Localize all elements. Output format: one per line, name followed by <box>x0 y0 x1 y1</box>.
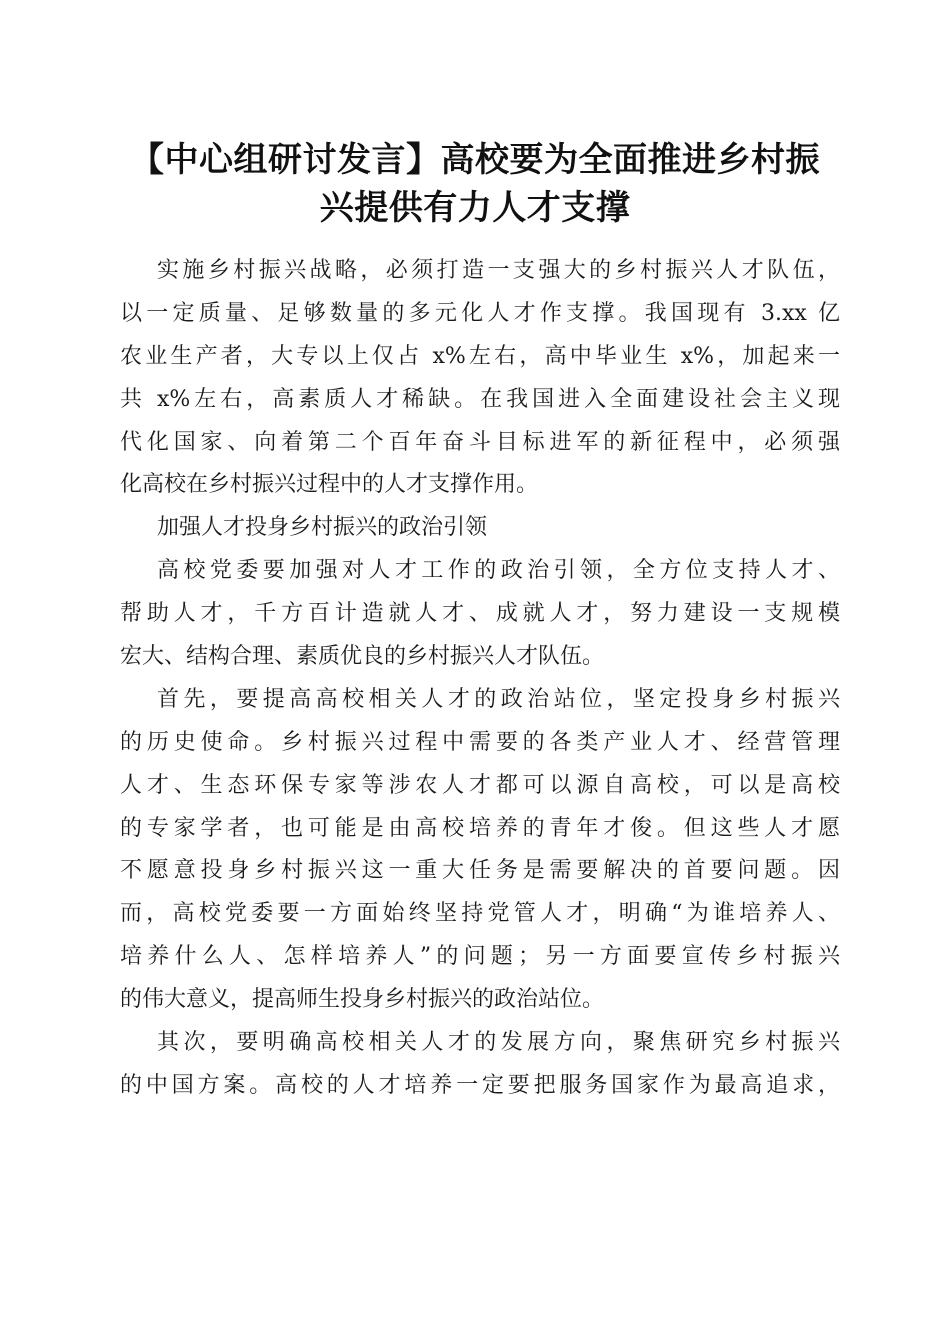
text-line: 其次，要明确高校相关人才的发展方向，聚焦研究乡村振兴 <box>157 1030 840 1056</box>
text-line: 实施乡村振兴战略，必须打造一支强大的乡村振兴人才队伍， <box>157 258 840 283</box>
title-line: 【中心组研讨发言】高校要为全面推进乡村振 <box>130 140 820 180</box>
text-line: 农业生产者，大专以上仅占 x%左右，高中毕业生 x%，加起来一 <box>120 343 840 369</box>
document-body <box>120 250 840 1108</box>
text-line: 不愿意投身乡村振兴这一重大任务是需要解决的首要问题。因 <box>120 858 840 884</box>
paragraph <box>120 250 840 507</box>
title-line: 兴提供有力人才支撑 <box>319 188 631 228</box>
section-heading <box>120 507 840 550</box>
paragraph <box>120 679 840 1022</box>
text-line: 培养什么人、怎样培养人”的问题；另一方面要宣传乡村振兴 <box>120 944 840 970</box>
text-line: 宏大、结构合理、素质优良的乡村振兴人才队伍。 <box>120 644 605 670</box>
text-line: 代化国家、向着第二个百年奋斗目标进军的新征程中，必须强 <box>120 429 840 455</box>
text-line: 化高校在乡村振兴过程中的人才支撑作用。 <box>120 472 539 498</box>
text-line: 而，高校党委要一方面始终坚持党管人才，明确“为谁培养人、 <box>120 901 840 927</box>
text-line: 人才、生态环保专家等涉农人才都可以源自高校，可以是高校 <box>120 772 840 798</box>
document-title <box>100 136 850 232</box>
text-line: 的历史使命。乡村振兴过程中需要的各类产业人才、经营管理 <box>120 729 840 755</box>
text-line: 高校党委要加强对人才工作的政治引领，全方位支持人才、 <box>157 558 840 584</box>
text-line: 的专家学者，也可能是由高校培养的青年才俊。但这些人才愿 <box>120 815 840 841</box>
text-line: 的伟大意义，提高师生投身乡村振兴的政治站位。 <box>120 987 605 1013</box>
text-line: 帮助人才，千方百计造就人才、成就人才，努力建设一支规模 <box>120 601 840 627</box>
text-line: 的中国方案。高校的人才培养一定要把服务国家作为最高追求， <box>120 1072 840 1098</box>
text-line: 以一定质量、足够数量的多元化人才作支撑。我国现有 3.xx 亿 <box>120 300 840 326</box>
paragraph <box>120 1022 840 1108</box>
text-line: 首先，要提高高校相关人才的政治站位，坚定投身乡村振兴 <box>157 686 840 712</box>
paragraph <box>120 550 840 679</box>
text-line: 加强人才投身乡村振兴的政治引领 <box>157 515 488 541</box>
text-line: 共 x%左右，高素质人才稀缺。在我国进入全面建设社会主义现 <box>120 386 840 412</box>
